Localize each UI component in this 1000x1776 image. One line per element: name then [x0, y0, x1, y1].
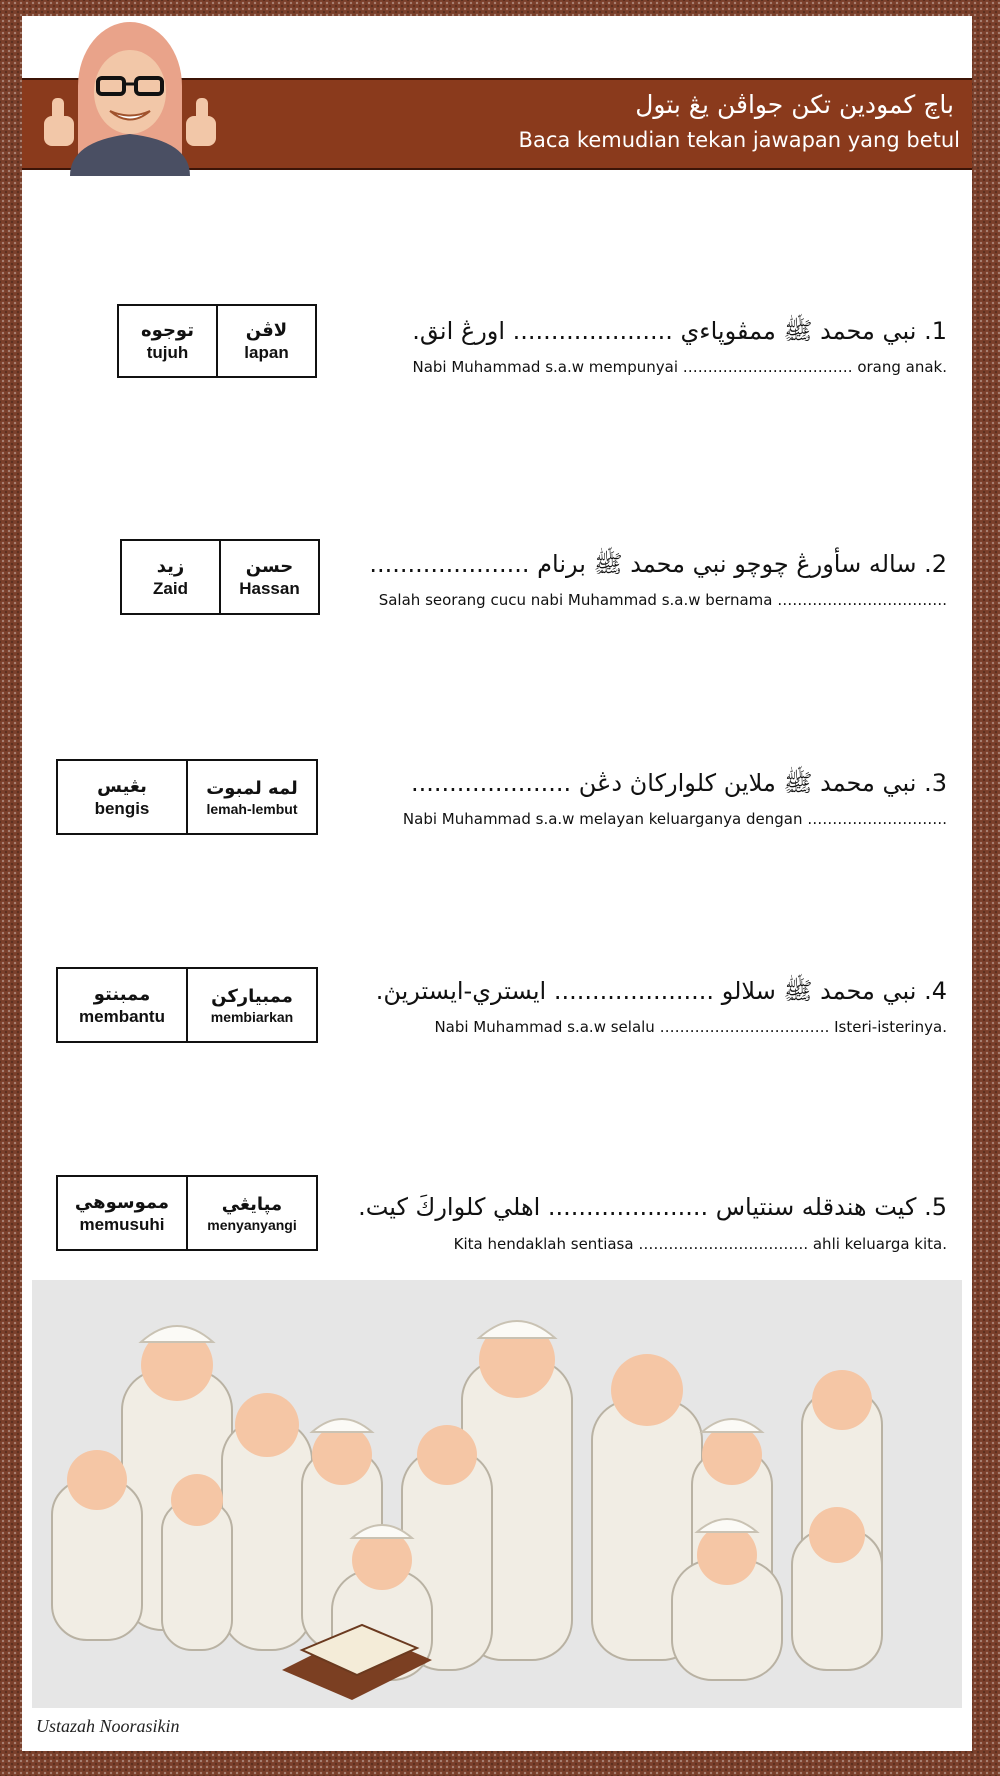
question-5	[322, 1193, 947, 1263]
question-4	[322, 976, 947, 1046]
choice-2a-jawi: حسن	[245, 555, 294, 577]
choice-1a-jawi: لاڤن	[245, 319, 288, 341]
question-5-latin: Kita hendaklah sentiasa ……………………………. ahli keluarga kita.	[453, 1235, 947, 1253]
choices-1	[117, 304, 317, 378]
choice-5a[interactable]	[188, 1177, 316, 1249]
question-4-latin: Nabi Muhammad s.a.w selalu ……………………………. Isteri-isterinya.	[434, 1018, 947, 1036]
choice-4b[interactable]	[58, 969, 188, 1041]
choice-1b[interactable]	[119, 306, 218, 376]
question-3-jawi: 3. نبي محمد ﷺ ملاين كلواركاڽ دڠن .....................	[410, 769, 947, 797]
family-illustration	[32, 1280, 962, 1708]
question-2-jawi: 2. ساله سأورڠ چوچو نبي محمد ﷺ برنام .....................	[369, 550, 947, 578]
choice-5a-jawi: مڽايڠي	[221, 1193, 283, 1215]
choice-3a-jawi: لمه لمبوت	[206, 777, 298, 799]
choice-4a[interactable]	[188, 969, 316, 1041]
choice-1b-latin: tujuh	[146, 342, 189, 362]
question-3	[322, 768, 947, 838]
question-4-jawi: 4. نبي محمد ﷺ سلالو ..................... ايستري-ايستريڽ.	[375, 977, 947, 1005]
question-1-jawi: 1. نبي محمد ﷺ ممڤوڽاءي ..................... اورڠ انق.	[412, 317, 947, 345]
choice-2a[interactable]	[221, 541, 318, 613]
choice-3b-latin: bengis	[94, 798, 150, 818]
choice-2b-jawi: زيد	[156, 555, 185, 577]
question-5-jawi: 5. كيت هندقله سنتياس ..................... اهلي كلواركَ كيت.	[358, 1193, 947, 1221]
question-2	[322, 549, 947, 619]
choice-4a-latin: membiarkan	[210, 1008, 294, 1025]
worksheet	[22, 16, 972, 1751]
choice-3a-latin: lemah-lembut	[206, 800, 298, 817]
choice-1b-jawi: توجوه	[141, 319, 194, 341]
choices-3	[56, 759, 318, 835]
choice-3a[interactable]	[188, 761, 316, 833]
choice-2a-latin: Hassan	[239, 578, 300, 598]
question-3-latin: Nabi Muhammad s.a.w melayan keluarganya dengan ……………………….	[402, 810, 947, 828]
choice-5b[interactable]	[58, 1177, 188, 1249]
question-2-latin: Salah seorang cucu nabi Muhammad s.a.w bernama …………………………….	[378, 591, 947, 609]
question-1-latin: Nabi Muhammad s.a.w mempunyai ……………………………. orang anak.	[412, 358, 947, 376]
choice-2b-latin: Zaid	[153, 578, 188, 598]
choice-1a-latin: lapan	[244, 342, 289, 362]
choice-2b[interactable]	[122, 541, 221, 613]
question-1	[322, 316, 947, 386]
choice-4b-jawi: ممبنتو	[93, 983, 151, 1005]
choices-2	[120, 539, 320, 615]
title-latin: Baca kemudian tekan jawapan yang betul	[518, 128, 960, 152]
choice-3b-jawi: بڠيس	[97, 775, 147, 797]
teacher-avatar-image	[30, 16, 230, 176]
choice-3b[interactable]	[58, 761, 188, 833]
choice-4a-jawi: ممبياركن	[211, 985, 293, 1007]
choice-1a[interactable]	[218, 306, 315, 376]
title-jawi: باچ كمودين تكن جواڤن يڠ بتول	[635, 90, 954, 119]
choices-4	[56, 967, 318, 1043]
choice-4b-latin: membantu	[79, 1006, 165, 1026]
choices-5	[56, 1175, 318, 1251]
choice-5b-jawi: مموسوهي	[74, 1191, 170, 1213]
choice-5a-latin: menyanyangi	[207, 1216, 297, 1233]
signature: Ustazah Noorasikin	[36, 1716, 180, 1736]
choice-5b-latin: memusuhi	[79, 1214, 165, 1234]
